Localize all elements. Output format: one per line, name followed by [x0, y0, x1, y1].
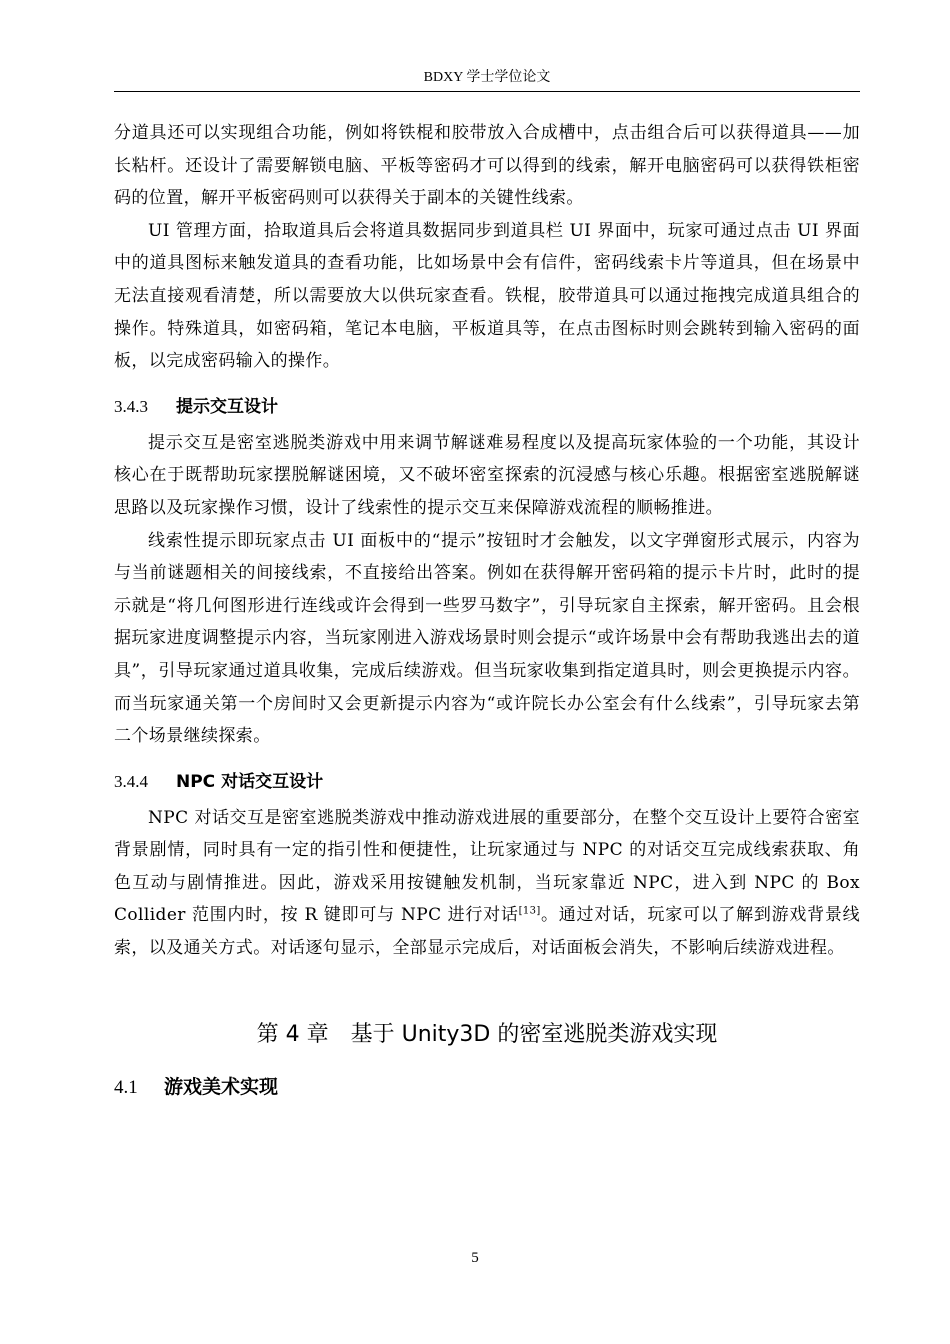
section-number: 3.4.4: [114, 771, 148, 791]
citation-reference[interactable]: [13]: [518, 905, 541, 917]
section-heading-4-1: [114, 1071, 860, 1104]
running-header: BDXY 学士学位论文: [423, 70, 551, 85]
body-paragraph-npc-dialogue: [114, 802, 860, 965]
body-paragraph-ui-management: UI 管理方面，拾取道具后会将道具数据同步到道具栏 UI 界面中，玩家可通过点击 UI 界面中的道具图标来触发道具的查看功能，比如场景中会有信件，密码线索卡片等道具，但在场景中无法直接观看清楚，所以需要放大以供玩家查看。铁棍，胶带道具可以通过拖拽完成道具组合的操作。特殊道具，如密码箱，笔记本电脑，平板道具等，在点击图标时则会跳转到输入密码的面板，以完成密码输入的操作。: [114, 220, 860, 372]
section-heading-3-4-4: [114, 767, 860, 797]
page-number: 5: [471, 1250, 479, 1266]
section-number: 3.4.3: [114, 396, 148, 416]
body-paragraph-continued: 分道具还可以实现组合功能，例如将铁棍和胶带放入合成槽中，点击组合后可以获得道具——加长粘杆。还设计了需要解锁电脑、平板等密码才可以得到的线索，解开电脑密码可以获得铁柜密码的位置，解开平板密码则可以获得关于副本的关键性线索。: [114, 123, 860, 209]
section-title: NPC 对话交互设计: [176, 771, 324, 792]
header-divider: [114, 91, 860, 92]
paragraph-text: NPC 对话交互是密室逃脱类游戏中推动游戏进展的重要部分，在整个交互设计上要符合密室背景剧情，同时具有一定的指引性和便捷性，让玩家通过与 NPC 的对话交互完成线索获取、角色互动与剧情推进。因此，游戏采用按键触发机制，当玩家靠近 NPC，进入到 NPC 的 Box Collider 范围内时，按 R 键即可与 NPC 进行对话: [114, 807, 860, 926]
section-title: 游戏美术实现: [164, 1075, 279, 1098]
paragraph-text: 。通过对话，玩家可以了解到游戏背景线索，以及通关方式。对话逐句显示，全部显示完成后，对话面板会消失，不影响后续游戏进程。: [114, 905, 860, 959]
section-heading-3-4-3: [114, 392, 860, 422]
section-number: 4.1: [114, 1076, 138, 1098]
body-paragraph-hint-detail: 线索性提示即玩家点击 UI 面板中的“提示”按钮时才会触发，以文字弹窗形式展示，内容为与当前谜题相关的间接线索，不直接给出答案。例如在获得解开密码箱的提示卡片时，此时的提示就是“将几何图形进行连线或许会得到一些罗马数字”，引导玩家自主探索，解开密码。且会根据玩家进度调整提示内容，当玩家刚进入游戏场景时则会提示“或许场景中会有帮助我逃出去的道具”，引导玩家通过道具收集，完成后续游戏。但当玩家收集到指定道具时，则会更换提示内容。而当玩家通关第一个房间时又会更新提示内容为“或许院长办公室会有什么线索”，引导玩家去第二个场景继续探索。: [114, 530, 860, 747]
body-paragraph-hint-intro: 提示交互是密室逃脱类游戏中用来调节解谜难易程度以及提高玩家体验的一个功能，其设计核心在于既帮助玩家摆脱解谜困境，又不破坏密室探索的沉浸感与核心乐趣。根据密室逃脱解谜思路以及玩家操作习惯，设计了线索性的提示交互来保障游戏流程的顺畅推进。: [114, 432, 860, 518]
chapter-heading: 第 4 章 基于 Unity3D 的密室逃脱类游戏实现: [256, 1021, 718, 1047]
section-title: 提示交互设计: [176, 396, 278, 417]
page-body: [114, 117, 860, 1104]
